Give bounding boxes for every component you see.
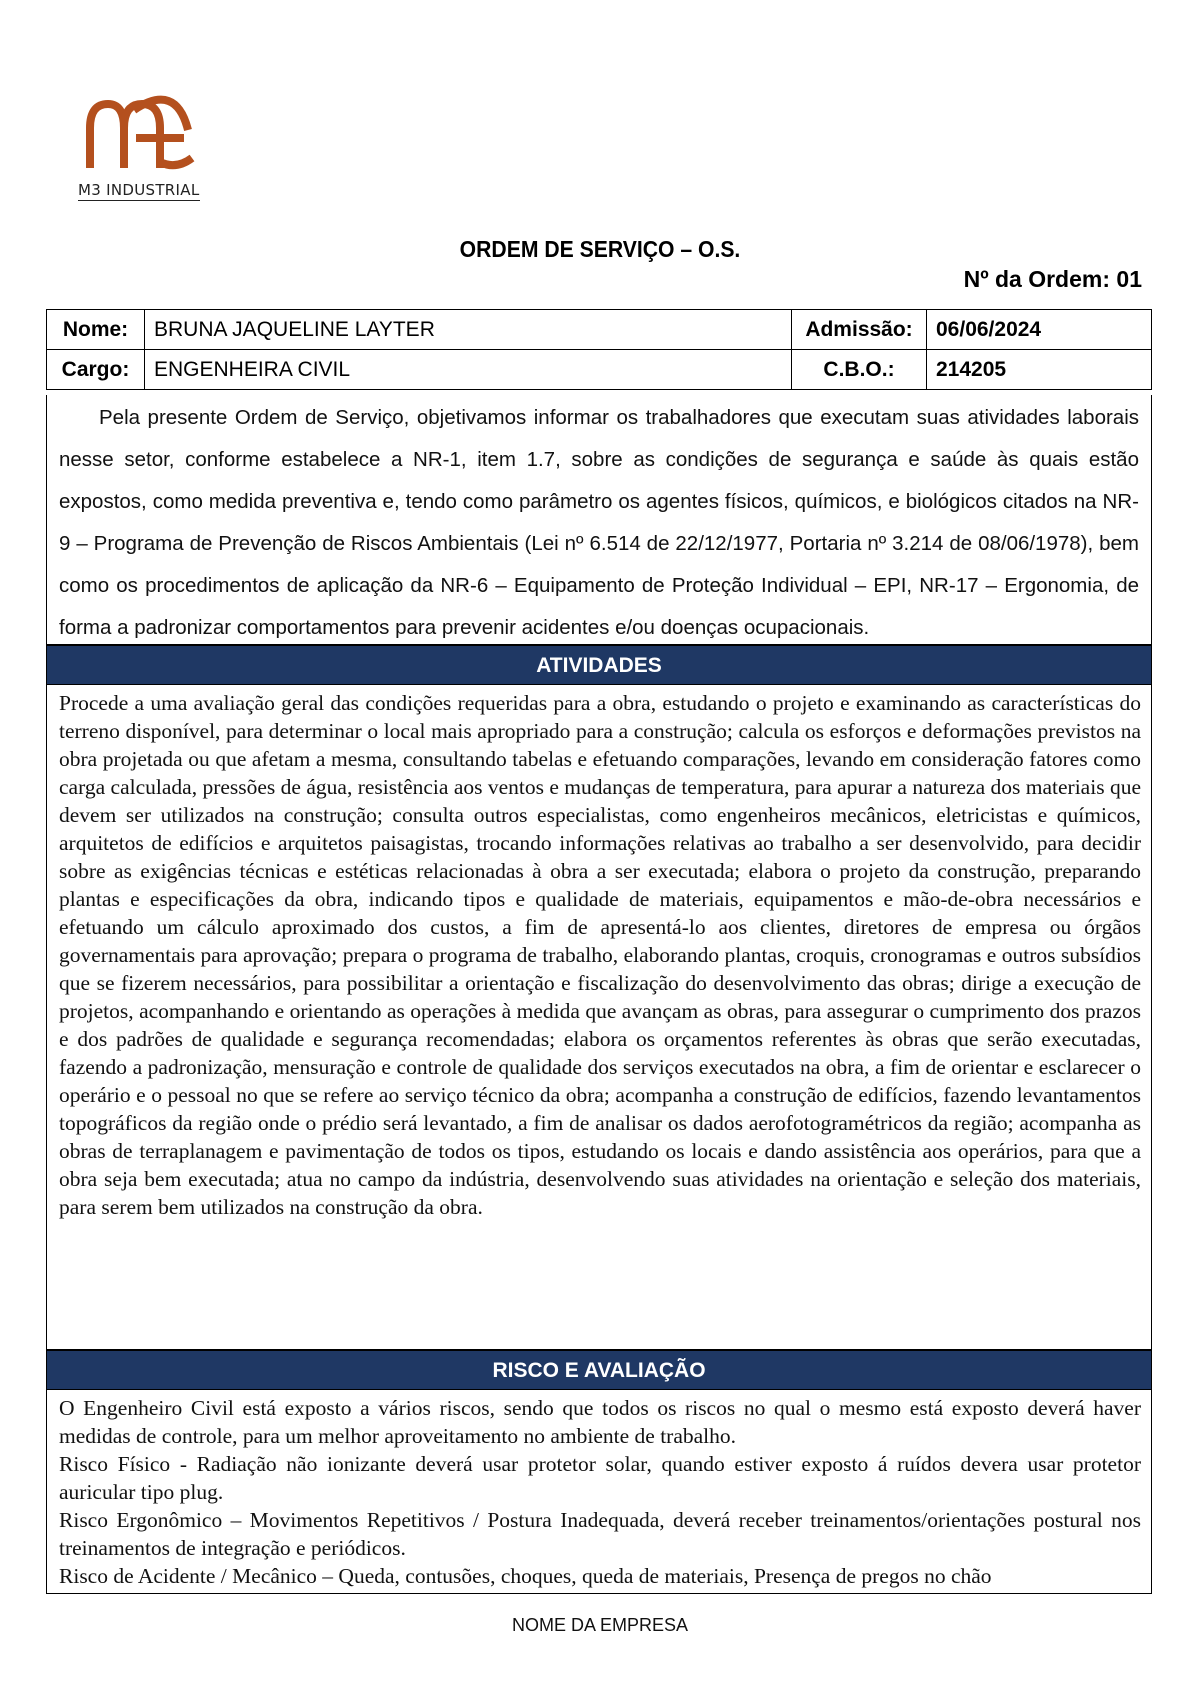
risk-header: RISCO E AVALIAÇÃO [46,1350,1152,1390]
activities-header: ATIVIDADES [46,645,1152,685]
role-value: ENGENHEIRA CIVIL [145,350,792,390]
order-number-value: 01 [1116,266,1142,292]
risk-body [46,1390,1152,1594]
admission-value: 06/06/2024 [927,310,1152,350]
table-row [47,350,1152,390]
order-number [964,266,1142,293]
intro-section [46,395,1152,645]
role-label: Cargo: [47,350,145,390]
activities-body [46,685,1152,1350]
name-value: BRUNA JAQUELINE LAYTER [145,310,792,350]
name-label: Nome: [47,310,145,350]
intro-paragraph: Pela presente Ordem de Serviço, objetivamos informar os trabalhadores que executam suas atividades laborais nesse setor, conforme estabelece a NR-1, item 1.7, sobre as condições de segurança e saúde às quais estão expostos, como medida preventiva e, tendo como parâmetro os agentes físicos, químicos, e biológicos citados na NR-9 – Programa de Prevenção de Riscos Ambientais (Lei nº 6.514 de 22/12/1977, Portaria nº 3.214 de 08/06/1978), bem como os procedimentos de aplicação da NR-6 – Equipamento de Proteção Individual – EPI, NR-17 – Ergonomia, de forma a padronizar comportamentos para prevenir acidentes e/ou doenças ocupacionais. [59,406,1139,639]
risk-paragraph: Risco Ergonômico – Movimentos Repetitivos / Postura Inadequada, deverá receber treinamentos/orientações postural nos treinamentos de integração e periódicos. [59,1508,1141,1560]
risk-paragraph: O Engenheiro Civil está exposto a vários riscos, sendo que todos os riscos no qual o mesmo está exposto deverá haver medidas de controle, para um melhor aproveitamento no ambiente de trabalho. [59,1396,1141,1448]
cbo-value: 214205 [927,350,1152,390]
document-title: ORDEM DE SERVIÇO – O.S. [459,236,741,262]
admission-label: Admissão: [792,310,927,350]
risk-paragraph: Risco de Acidente / Mecânico – Queda, contusões, choques, queda de materiais, Presença de pregos no chão [59,1564,992,1588]
employee-info-table [46,309,1152,390]
order-number-label: Nº da Ordem: [963,266,1111,292]
company-logo-caption: M3 INDUSTRIAL [78,181,200,199]
risk-paragraph: Risco Físico - Radiação não ionizante deverá usar protetor solar, quando estiver exposto á ruídos devera usar protetor auricular tipo plug. [59,1452,1141,1504]
cbo-label: C.B.O.: [792,350,927,390]
table-row [47,310,1152,350]
activities-text: Procede a uma avaliação geral das condições requeridas para a obra, estudando o projeto e examinando as características do terreno disponível, para determinar o local mais apropriado para a construção; calcula os esforços e deformações previstos na obra projetada ou que afetam a mesma, consultando tabelas e efetuando comparações, levando em consideração fatores como carga calculada, pressões de água, resistência aos ventos e mudanças de temperatura, para apurar a natureza dos materiais que devem ser utilizados na construção; consulta outros especialistas, como engenheiros mecânicos, eletricistas e químicos, arquitetos de edifícios e arquitetos paisagistas, trocando informações relativas ao trabalho a ser desenvolvido, para decidir sobre as exigências técnicas e estéticas relacionadas à obra a ser executada; elabora o projeto da construção, preparando plantas e especificações da obra, indicando tipos e qualidade de materiais, equipamentos e mão-de-obra necessários e efetuando um cálculo aproximado dos custos, a fim de apresentá-lo aos clientes, diretores de empresa ou órgãos governamentais para aprovação; prepara o programa de trabalho, elaborando plantas, croquis, cronogramas e outros subsídios que se fizerem necessários, para possibilitar a orientação e fiscalização do desenvolvimento das obras; dirige a execução de projetos, acompanhando e orientando as operações à medida que avançam as obras, para assegurar o cumprimento dos prazos e dos padrões de qualidade e segurança recomendadas; elabora os orçamentos referentes às obras que serão executadas, fazendo a padronização, mensuração e controle de qualidade dos serviços executados na obra, a fim de orientar e esclarecer o operário e o pessoal no que se refere ao serviço técnico da obra; acompanha a construção de edifícios, fazendo levantamentos topográficos da região onde o prédio será levantado, a fim de analisar os dados aerofotogramétricos da região; acompanha as obras de terraplanagem e pavimentação de todos os tipos, estudando os locais e dando assistência aos operários, para que a obra seja bem executada; atua no campo da indústria, desenvolvendo suas atividades na orientação e seleção dos materiais, para serem bem utilizados na construção da obra. [59,691,1141,1219]
footer-company-name: NOME DA EMPRESA [511,1615,689,1635]
